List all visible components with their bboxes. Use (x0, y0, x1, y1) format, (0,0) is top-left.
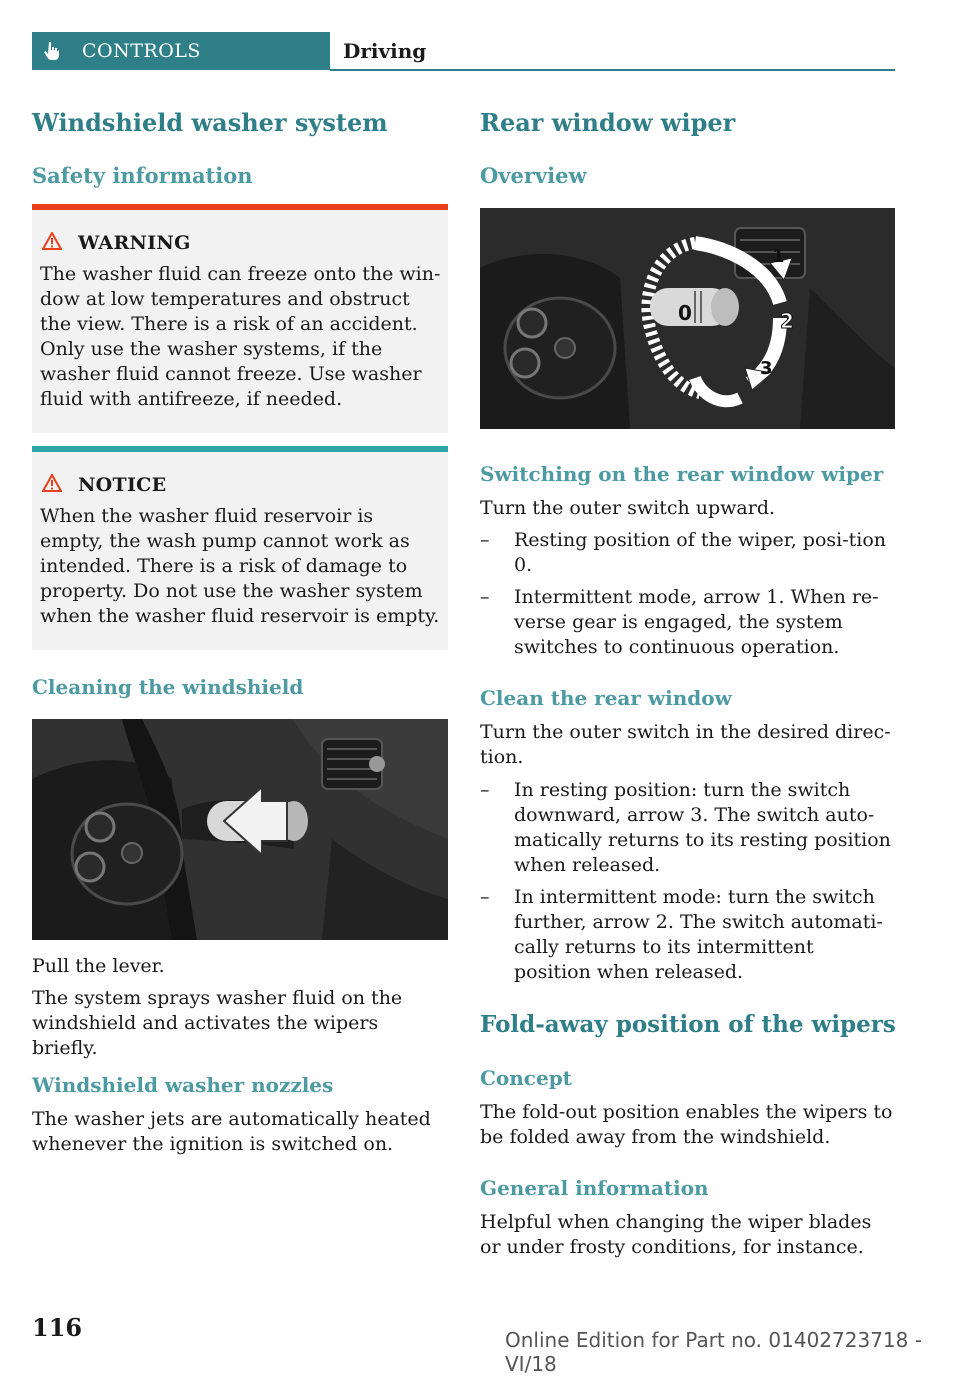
bullet-dash: – (480, 779, 490, 801)
concept-text: The fold-out position enables the wipers to be folded away from the windshield. (480, 1101, 893, 1148)
washer-lever-illustration (32, 719, 448, 940)
warning-triangle-icon (42, 232, 62, 250)
section-tab (32, 32, 330, 70)
general-text: Helpful when changing the wiper blades or under frosty conditions, for instance. (480, 1211, 872, 1258)
bullet-dash: – (480, 586, 490, 608)
list-item (480, 585, 896, 660)
rear-wiper-switch-photo (480, 208, 895, 429)
header-rule (330, 69, 895, 71)
warning-label: WARNING (78, 232, 191, 254)
notice-text: When the washer fluid reservoir is empty, the wash pump cannot work as intended. There is a risk of damage to property. Do not use the washer system when the washer fluid reservoir is empty. (40, 505, 440, 627)
clean-rear-heading: Clean the rear window (480, 686, 732, 710)
clean-rear-text: Turn the outer switch in the desired direc-tion. (480, 721, 891, 768)
arrow-label-1: 1 (772, 246, 785, 267)
warning-bar (32, 204, 448, 210)
edition-footer: Online Edition for Part no. 01402723718 - VI/18 (505, 1328, 922, 1376)
list-item (480, 778, 896, 878)
bullet-dash: – (480, 886, 490, 908)
pull-lever-text: Pull the lever. (32, 955, 165, 977)
notice-label: NOTICE (78, 474, 167, 496)
page-header (32, 32, 895, 72)
arrow-label-3: 3 (760, 358, 773, 379)
overview-heading: Overview (480, 163, 587, 188)
arrow-label-0: 0 (678, 301, 692, 325)
list-item (480, 885, 896, 985)
list-item (480, 528, 896, 578)
section-label: CONTROLS (82, 40, 201, 62)
hand-pointer-icon (44, 41, 60, 61)
notice-triangle-icon (42, 474, 62, 492)
warning-text: The washer fluid can freeze onto the win-dow at low temperatures and obstruct the view. There is a risk of an accident. Only use the washer systems, if the washer fluid cannot freeze. Use washer fluid with antifreeze, if needed. (40, 263, 441, 410)
bullet-text: Intermittent mode, arrow 1. When re-verse gear is engaged, the system switches to continuous operation. (514, 586, 879, 658)
bullet-text: In intermittent mode: turn the switch further, arrow 2. The switch automati-cally returns to its intermittent position when released. (514, 886, 883, 983)
rear-wiper-illustration (480, 208, 895, 429)
bullet-text: Resting position of the wiper, posi-tion 0. (514, 529, 887, 576)
foldaway-title: Fold-away position of the wipers (480, 1011, 896, 1038)
concept-heading: Concept (480, 1066, 572, 1090)
page-number: 116 (32, 1313, 83, 1342)
spray-text: The system sprays washer fluid on the windshield and activates the wipers briefly. (32, 987, 403, 1059)
washer-lever-photo (32, 719, 448, 940)
notice-box (32, 446, 448, 650)
chapter-label: Driving (343, 39, 427, 63)
windshield-washer-title: Windshield washer system (32, 108, 388, 137)
bullet-dash: – (480, 529, 490, 551)
switching-text: Turn the outer switch upward. (480, 497, 776, 519)
cleaning-heading: Cleaning the windshield (32, 675, 304, 699)
notice-bar (32, 446, 448, 452)
general-heading: General information (480, 1176, 709, 1200)
safety-heading: Safety information (32, 163, 253, 188)
bullet-text: In resting position: turn the switch downward, arrow 3. The switch auto-matically returns to its resting position when released. (514, 779, 891, 876)
rear-wiper-title: Rear window wiper (480, 108, 736, 137)
arrow-label-2: 2 (780, 309, 794, 333)
switching-heading: Switching on the rear window wiper (480, 462, 884, 486)
nozzles-heading: Windshield washer nozzles (32, 1073, 334, 1097)
nozzles-text: The washer jets are automatically heated whenever the ignition is switched on. (32, 1108, 431, 1155)
warning-box (32, 204, 448, 433)
